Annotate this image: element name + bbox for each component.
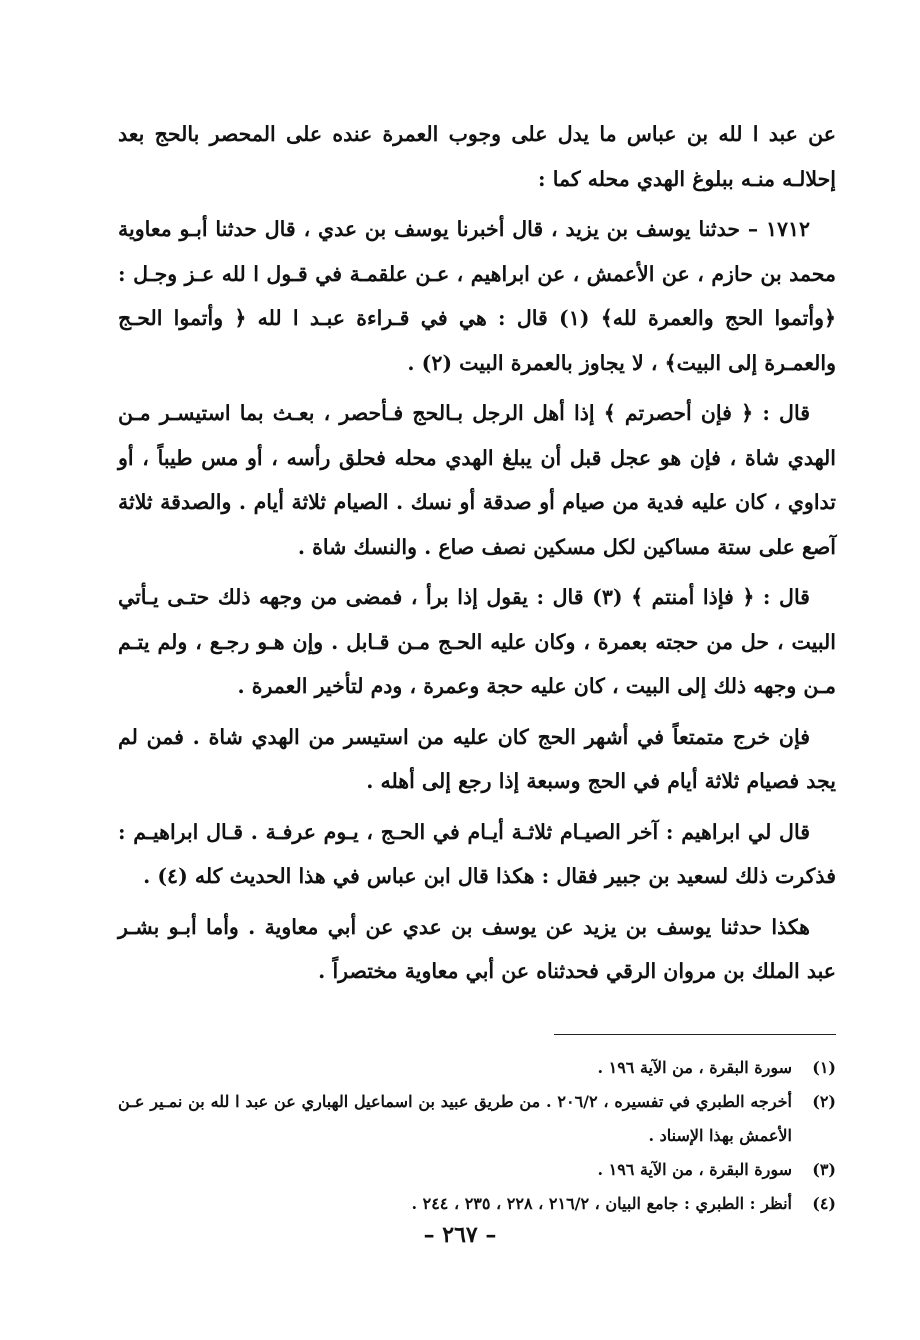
footnote-text: أنظر : الطبري : جامع البيان ، ٢١٦/٢ ، ٢٢٨ ، ٢٣٥ ، ٢٤٤ . xyxy=(411,1193,792,1213)
footnote-text: أخرجه الطبري في تفسيره ، ٢٠٦/٢ . من طريق عبيد بن اسماعيل الهباري عن عبد ا لله بن نمـير عـن الأعمش بهذا الإسناد . xyxy=(118,1091,792,1145)
footnote-item xyxy=(118,1153,836,1187)
footnote-separator xyxy=(554,1034,836,1035)
paragraph-ibrahim: قال لي ابراهيم : آخر الصيـام ثلاثـة أيـام في الحـج ، يـوم عرفـة . قـال ابراهيـم : فذكرت ذلك لسعيد بن جبير فقال : هكذا قال ابن عباس في هذا الحديث كله (٤) . xyxy=(118,819,836,888)
footnote-item xyxy=(118,1187,836,1221)
footnote-number: (٤) xyxy=(812,1193,836,1213)
paragraph-intro: عن عبد ا لله بن عباس ما يدل على وجوب العمرة عنده على المحصر بالحج بعد إحلالـه منـه ببلوغ الهدي محله كما : xyxy=(118,122,836,191)
footnote-number: (٢) xyxy=(812,1091,836,1111)
paragraph-ihsar: قال : ﴿ فإن أحصرتم ﴾ إذا أهل الرجل بـالحج فـأحصر ، بعـث بما استيسـر مـن الهدي شاة ، فإن هو عجل قبل أن يبلغ الهدي محله فحلق رأسه ، أو مس طيباً ، أو تداوي ، كان عليه فدية من صيام أو صدقة أو نسك . الصيام ثلاثة أيام . والصدقة ثلاثة آصع على ستة مساكين لكل مسكين نصف صاع . والنسك شاة . xyxy=(118,401,836,559)
footnote-text: سورة البقرة ، من الآية ١٩٦ . xyxy=(597,1159,792,1179)
paragraph-closing: هكذا حدثنا يوسف بن يزيد عن يوسف بن عدي عن أبي معاوية . وأما أبـو بشـر عبد الملك بن مروان الرقي فحدثناه عن أبي معاوية مختصراً . xyxy=(118,914,836,983)
main-text xyxy=(118,112,836,994)
footnotes xyxy=(118,1051,836,1221)
footnote-number: (١) xyxy=(812,1057,836,1077)
paragraph-hadith-1712: ١٧١٢ – حدثنا يوسف بن يزيد ، قال أخبرنا يوسف بن عدي ، قال حدثنا أبـو معاوية محمد بن حازم ، عن الأعمش ، عن ابراهيم ، عـن علقمـة في قـول ا لله عـز وجـل : ﴿وأتموا الحج والعمرة لله﴾ (١) قال : هي في قـراءة عبـد ا لله ﴿ وأتموا الحـج والعمـرة إلى البيت﴾ ، لا يجاوز بالعمرة البيت (٢) . xyxy=(118,217,836,375)
footnote-item xyxy=(118,1085,836,1153)
paragraph-tamattu: فإن خرج متمتعاً في أشهر الحج كان عليه من استيسر من الهدي شاة . فمن لم يجد فصيام ثلاثة أيام في الحج وسبعة إذا رجع إلى أهله . xyxy=(118,724,836,793)
paragraph-amintum: قال : ﴿ فإذا أمنتم ﴾ (٣) قال : يقول إذا برأ ، فمضى من وجهه ذلك حتـى يـأتي البيت ، حل من حجته بعمرة ، وكان عليه الحـج مـن قـابل . وإن هـو رجـع ، ولم يتـم مـن وجهه ذلك إلى البيت ، كان عليه حجة وعمرة ، ودم لتأخير العمرة . xyxy=(118,585,836,698)
footnote-number: (٣) xyxy=(812,1159,836,1179)
footnote-text: سورة البقرة ، من الآية ١٩٦ . xyxy=(597,1057,792,1077)
footnote-item xyxy=(118,1051,836,1085)
page-number: – ٢٦٧ – xyxy=(423,1222,497,1248)
